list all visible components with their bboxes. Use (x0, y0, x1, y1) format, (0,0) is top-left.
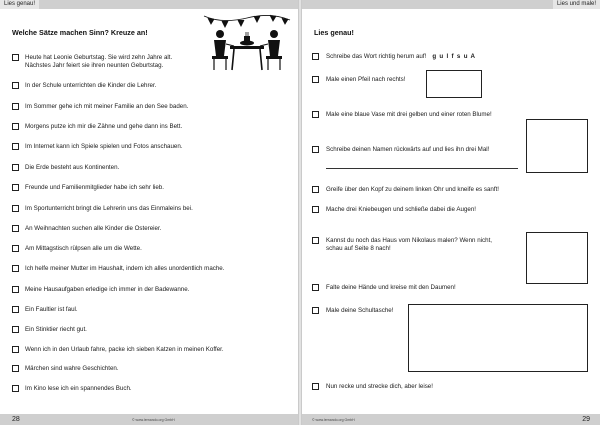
list-item: Wenn ich in den Urlaub fahre, packe ich sieben Katzen in meinen Koffer. (25, 346, 224, 353)
item-text: Schreibe das Wort richtig herum auf! (326, 53, 427, 60)
list-item: Greife über den Kopf zu deinem linken Ohr und kneife es sanft! (326, 186, 500, 193)
list-item: Meine Hausaufgaben erledige ich immer in der Badewanne. (25, 286, 190, 293)
page-number: 28 (12, 416, 20, 423)
item-checkbox[interactable] (12, 225, 19, 232)
footer-note: © www.lernando.org GmbH (312, 418, 355, 422)
page-heading: Lies genau! (314, 28, 354, 37)
item-checkbox[interactable] (312, 146, 319, 153)
list-item: Im Sportunterricht bringt die Lehrerin uns das Einmaleins bei. (25, 205, 193, 212)
list-item: Male eine blaue Vase mit drei gelben und einer roten Blume! (326, 111, 492, 118)
header-bar (0, 0, 298, 9)
right-page (302, 0, 600, 425)
item-checkbox[interactable] (12, 346, 19, 353)
list-item: In der Schule unterrichten die Kinder die Lehrer. (25, 82, 157, 89)
schoolbag-drawing-box[interactable] (408, 304, 588, 372)
list-item: Die Erde besteht aus Kontinenten. (25, 164, 120, 171)
header-tab: Lies genau! (0, 0, 39, 9)
arrow-drawing-box[interactable] (426, 70, 482, 98)
item-checkbox[interactable] (12, 385, 19, 392)
name-answer-line[interactable] (326, 168, 518, 169)
list-item: Am Mittagstisch rülpsen alle um die Wette. (25, 245, 142, 252)
party-table-illustration-icon (202, 10, 292, 76)
list-item: Nun recke und strecke dich, aber leise! (326, 383, 433, 390)
list-item: Schreibe deinen Namen rückwärts auf und lies ihn drei Mal! (326, 146, 490, 153)
nikolaus-house-drawing-box[interactable] (526, 232, 588, 284)
page-number: 29 (582, 416, 590, 423)
list-item: Ein Stinktier riecht gut. (25, 326, 87, 333)
list-item: Märchen sind wahre Geschichten. (25, 365, 119, 372)
header-tab: Lies und male! (553, 0, 600, 9)
list-item: Ein Faultier ist faul. (25, 306, 78, 313)
list-item (326, 237, 492, 253)
item-checkbox[interactable] (12, 54, 19, 61)
item-checkbox[interactable] (12, 306, 19, 313)
item-checkbox[interactable] (12, 286, 19, 293)
list-item (326, 53, 476, 61)
item-checkbox[interactable] (312, 206, 319, 213)
item-checkbox[interactable] (12, 265, 19, 272)
vase-drawing-box[interactable] (526, 119, 588, 173)
item-checkbox[interactable] (312, 284, 319, 291)
item-checkbox[interactable] (312, 111, 319, 118)
item-checkbox[interactable] (12, 245, 19, 252)
item-checkbox[interactable] (12, 326, 19, 333)
list-item: Mache drei Kniebeugen und schließe dabei die Augen! (326, 206, 476, 213)
item-checkbox[interactable] (312, 237, 319, 244)
item-checkbox[interactable] (312, 53, 319, 60)
item-text: Nächstes Jahr feiert sie ihren neunten Geburtstag. (25, 62, 164, 69)
left-page (0, 0, 298, 425)
item-checkbox[interactable] (12, 365, 19, 372)
list-item (25, 54, 172, 70)
list-item: An Weihnachten suchen alle Kinder die Ostereier. (25, 225, 162, 232)
reversed-word: g u l f s u A (432, 53, 476, 60)
list-item: Morgens putze ich mir die Zähne und gehe dann ins Bett. (25, 123, 183, 130)
item-checkbox[interactable] (12, 82, 19, 89)
page-heading: Welche Sätze machen Sinn? Kreuze an! (12, 28, 148, 37)
item-checkbox[interactable] (312, 307, 319, 314)
item-checkbox[interactable] (12, 205, 19, 212)
item-checkbox[interactable] (12, 143, 19, 150)
item-checkbox[interactable] (312, 383, 319, 390)
list-item: Ich helfe meiner Mutter im Haushalt, indem ich alles unordentlich mache. (25, 265, 225, 272)
item-checkbox[interactable] (12, 164, 19, 171)
list-item: Male einen Pfeil nach rechts! (326, 76, 406, 83)
item-text: schau auf Seite 8 nach! (326, 245, 391, 252)
list-item: Im Kino lese ich ein spannendes Buch. (25, 385, 132, 392)
item-text: Kannst du noch das Haus vom Nikolaus malen? Wenn nicht, (326, 237, 493, 244)
list-item: Male deine Schultasche! (326, 307, 394, 314)
item-text: Heute hat Leonie Geburtstag. Sie wird zehn Jahre alt. (25, 54, 173, 61)
item-checkbox[interactable] (12, 103, 19, 110)
footer-note: © www.lernando.org GmbH (132, 418, 175, 422)
list-item: Im Sommer gehe ich mit meiner Familie an den See baden. (25, 103, 189, 110)
item-checkbox[interactable] (12, 123, 19, 130)
item-checkbox[interactable] (12, 184, 19, 191)
list-item: Freunde und Familienmitglieder habe ich sehr lieb. (25, 184, 164, 191)
list-item: Im Internet kann ich Spiele spielen und Fotos anschauen. (25, 143, 183, 150)
item-checkbox[interactable] (312, 186, 319, 193)
list-item: Falte deine Hände und kreise mit den Daumen! (326, 284, 456, 291)
item-checkbox[interactable] (312, 76, 319, 83)
